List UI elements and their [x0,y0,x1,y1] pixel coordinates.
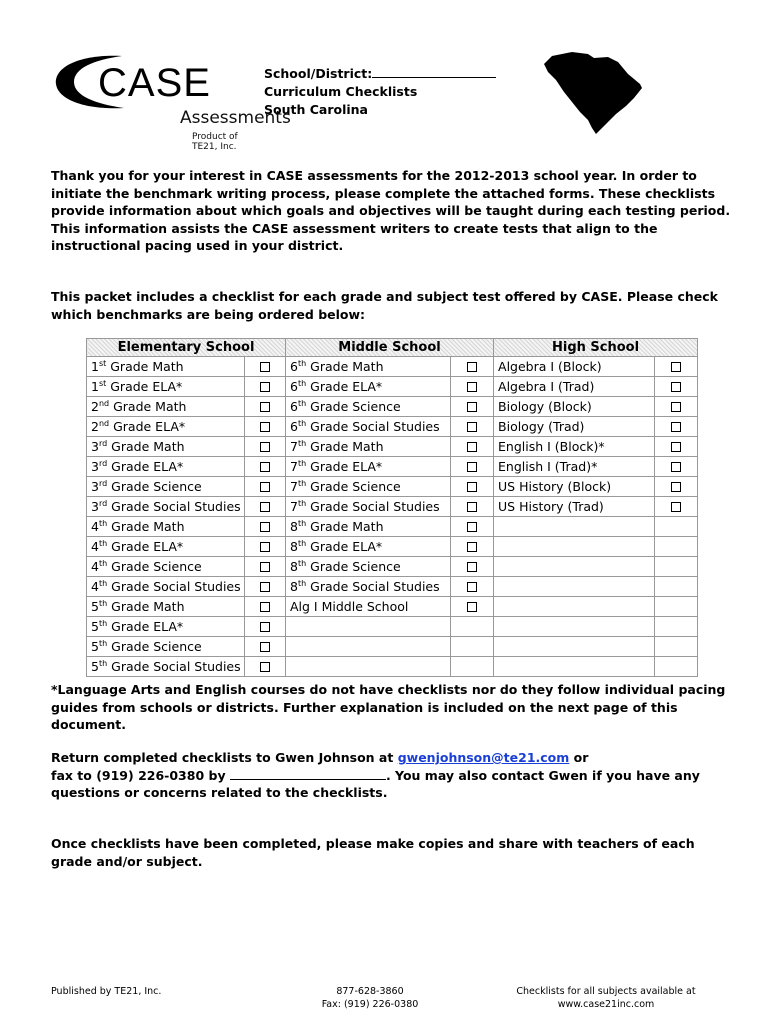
high-course-cell [494,457,655,477]
course-label: Grade Math [107,598,185,614]
course-label: Grade Social Studies [306,418,440,434]
grade-number: 7 [290,478,298,494]
grade-number: 5 [91,638,99,654]
middle-course-cell [286,597,451,617]
high-course-cell [494,537,655,557]
course-label: US History (Block) [498,478,612,494]
table-row [87,617,698,637]
email-link[interactable]: gwenjohnson@te21.com [397,750,570,765]
grade-number: 6 [290,398,298,414]
middle-course-cell [286,517,451,537]
return-instructions [51,749,731,802]
course-label: Grade Social Studies [306,578,440,594]
course-label: Grade Science [306,558,401,574]
grade-number: 5 [91,618,99,634]
middle-checkbox-cell [451,597,494,617]
high-course-cell [494,477,655,497]
grade-ordinal-suffix: th [297,558,307,568]
grade-number: 3 [91,498,99,514]
grade-ordinal-suffix: rd [98,458,108,468]
elementary-course-cell [87,617,245,637]
school-district-field[interactable] [264,65,496,83]
course-label: Grade Social Studies [306,498,440,514]
course-label: Grade Math [306,438,384,454]
footer-website-link[interactable]: www.case21inc.com [557,999,655,1010]
course-checkbox[interactable] [671,382,681,392]
high-course-cell [494,617,655,637]
course-checkbox[interactable] [260,522,270,532]
high-checkbox-cell [655,617,698,637]
course-checkbox[interactable] [260,362,270,372]
elementary-course-cell [87,457,245,477]
course-checkbox[interactable] [260,402,270,412]
course-checkbox[interactable] [260,642,270,652]
grade-number: 7 [290,458,298,474]
benchmark-checklist-table [86,338,698,677]
high-course-cell [494,517,655,537]
elementary-checkbox-cell [245,617,286,637]
middle-checkbox-cell [451,517,494,537]
course-checkbox[interactable] [260,662,270,672]
course-checkbox[interactable] [260,542,270,552]
course-checkbox[interactable] [260,382,270,392]
course-label: Grade Math [106,358,184,374]
table-row [87,497,698,517]
elementary-course-cell [87,637,245,657]
course-label: Grade ELA* [107,618,184,634]
high-checkbox-cell [655,637,698,657]
elementary-course-cell [87,357,245,377]
course-checkbox[interactable] [671,362,681,372]
grade-number: 1 [91,358,99,374]
middle-checkbox-cell [451,457,494,477]
table-row [87,637,698,657]
elementary-checkbox-cell [245,397,286,417]
high-checkbox-cell [655,477,698,497]
course-checkbox[interactable] [260,602,270,612]
course-checkbox[interactable] [467,522,477,532]
grade-ordinal-suffix: th [297,538,307,548]
grade-ordinal-suffix: rd [98,498,108,508]
course-label: Grade Science [107,638,202,654]
course-label: Grade Science [107,478,202,494]
course-checkbox[interactable] [467,582,477,592]
high-checkbox-cell [655,437,698,457]
high-course-cell [494,437,655,457]
middle-checkbox-cell [451,477,494,497]
grade-number: 4 [91,518,99,534]
grade-number: 8 [290,578,298,594]
return-text-2: or [569,750,589,765]
course-checkbox[interactable] [467,402,477,412]
logo-subtitle: Assessments [180,108,291,128]
course-checkbox[interactable] [260,442,270,452]
logo-product-line: Product of TE21, Inc. [192,132,238,152]
course-label: Grade ELA* [306,378,383,394]
elementary-course-cell [87,577,245,597]
course-label: Grade Math [306,358,384,374]
middle-course-cell [286,357,451,377]
course-checkbox[interactable] [467,482,477,492]
case-swoosh-icon [52,52,252,112]
footer-available-text: Checklists for all subjects available at [516,986,696,997]
elementary-checkbox-cell [245,477,286,497]
course-label: Grade ELA* [107,458,184,474]
grade-number: 1 [91,378,99,394]
elementary-course-cell [87,557,245,577]
course-label: Algebra I (Trad) [498,378,595,394]
footer-phone: 877-628-3860 [336,986,404,997]
course-label: English I (Trad)* [498,458,598,474]
course-label: Grade Science [306,478,401,494]
table-row [87,357,698,377]
elementary-checkbox-cell [245,517,286,537]
grade-ordinal-suffix: th [297,418,307,428]
high-course-cell [494,577,655,597]
high-checkbox-cell [655,657,698,677]
course-label: Grade Science [107,558,202,574]
table-row [87,597,698,617]
header-high-school: High School [494,339,698,357]
course-checkbox[interactable] [467,422,477,432]
course-label: Grade Social Studies [107,498,241,514]
return-text-1: Return completed checklists to Gwen Johnson at [51,750,398,765]
grade-number: 4 [91,578,99,594]
elementary-checkbox-cell [245,377,286,397]
course-label: Algebra I (Block) [498,358,602,374]
grade-ordinal-suffix: th [98,578,108,588]
middle-checkbox-cell [451,437,494,457]
grade-number: 3 [91,478,99,494]
high-course-cell [494,377,655,397]
return-text-4: . You may also contact Gwen if you have any questions or concerns related to the checklists. [51,767,700,800]
high-course-cell [494,417,655,437]
course-checkbox[interactable] [260,582,270,592]
middle-course-cell [286,397,451,417]
grade-ordinal-suffix: th [297,358,307,368]
course-label: Alg I Middle School [290,598,409,614]
middle-checkbox-cell [451,577,494,597]
high-checkbox-cell [655,397,698,417]
course-label: Grade ELA* [106,378,183,394]
grade-number: 3 [91,458,99,474]
school-district-label: School/District: [264,66,373,81]
high-checkbox-cell [655,597,698,617]
elementary-course-cell [87,377,245,397]
middle-course-cell [286,557,451,577]
grade-ordinal-suffix: th [297,518,307,528]
high-course-cell [494,557,655,577]
course-checkbox[interactable] [260,622,270,632]
middle-course-cell [286,497,451,517]
grade-number: 6 [290,378,298,394]
middle-course-cell [286,417,451,437]
elementary-checkbox-cell [245,417,286,437]
course-checkbox[interactable] [260,462,270,472]
course-label: Biology (Block) [498,398,592,414]
middle-checkbox-cell [451,637,494,657]
high-checkbox-cell [655,557,698,577]
course-checkbox[interactable] [671,422,681,432]
middle-course-cell [286,657,451,677]
course-checkbox[interactable] [671,482,681,492]
elementary-checkbox-cell [245,657,286,677]
grade-number: 2 [91,418,99,434]
elementary-checkbox-cell [245,537,286,557]
school-district-blank[interactable] [372,65,496,78]
grade-ordinal-suffix: th [98,518,108,528]
high-course-cell [494,397,655,417]
course-checkbox[interactable] [467,542,477,552]
table-row [87,517,698,537]
table-row [87,437,698,457]
middle-course-cell [286,457,451,477]
grade-ordinal-suffix: nd [98,418,110,428]
grade-number: 8 [290,518,298,534]
course-checkbox[interactable] [671,402,681,412]
grade-number: 6 [290,358,298,374]
grade-number: 7 [290,498,298,514]
logo-wordmark: CASE [98,61,211,105]
course-checkbox[interactable] [467,502,477,512]
course-label: Grade ELA* [306,458,383,474]
grade-ordinal-suffix: th [297,398,307,408]
elementary-checkbox-cell [245,557,286,577]
middle-checkbox-cell [451,617,494,637]
high-checkbox-cell [655,537,698,557]
middle-checkbox-cell [451,497,494,517]
course-label: Grade Social Studies [107,578,241,594]
state-name: South Carolina [264,102,368,117]
intro-paragraph: Thank you for your interest in CASE assessments for the 2012-2013 school year. In order to initiate the benchmark writing process, please complete the attached forms. These checklists provide information about which goals and objectives will be taught during each testing period. This information assists the CASE assessment writers to create tests that align to the instructional pacing used in your district. [51,168,731,253]
table-row [87,417,698,437]
document-header [264,65,496,119]
course-checkbox[interactable] [260,502,270,512]
middle-checkbox-cell [451,557,494,577]
grade-ordinal-suffix: rd [98,438,108,448]
high-checkbox-cell [655,417,698,437]
grade-ordinal-suffix: th [297,498,307,508]
course-label: Grade ELA* [109,418,186,434]
footer-fax: Fax: (919) 226-0380 [321,999,419,1010]
course-checkbox[interactable] [260,422,270,432]
packet-paragraph: This packet includes a checklist for each grade and subject test offered by CASE. Please check which benchmarks are being ordered below: [51,289,718,322]
elementary-course-cell [87,477,245,497]
middle-checkbox-cell [451,417,494,437]
course-label: Grade Math [107,518,185,534]
high-checkbox-cell [655,577,698,597]
elementary-course-cell [87,537,245,557]
course-checkbox[interactable] [467,382,477,392]
table-row [87,477,698,497]
elementary-course-cell [87,597,245,617]
table-row [87,397,698,417]
elementary-course-cell [87,417,245,437]
table-row [87,577,698,597]
table-row [87,557,698,577]
elementary-checkbox-cell [245,577,286,597]
middle-checkbox-cell [451,537,494,557]
table-row [87,457,698,477]
middle-checkbox-cell [451,397,494,417]
header-middle-school: Middle School [286,339,494,357]
grade-ordinal-suffix: st [98,378,107,388]
table-row [87,657,698,677]
middle-checkbox-cell [451,657,494,677]
header-elementary-school: Elementary School [87,339,286,357]
course-label: Grade Social Studies [107,658,241,674]
grade-number: 6 [290,418,298,434]
middle-course-cell [286,617,451,637]
grade-number: 8 [290,538,298,554]
grade-ordinal-suffix: th [297,578,307,588]
course-label: Grade Math [306,518,384,534]
grade-ordinal-suffix: th [98,618,108,628]
document-title: Curriculum Checklists [264,84,418,99]
grade-ordinal-suffix: th [98,638,108,648]
middle-course-cell [286,437,451,457]
grade-number: 8 [290,558,298,574]
footer-publisher: Published by TE21, Inc. [51,986,162,997]
middle-course-cell [286,577,451,597]
course-checkbox[interactable] [467,462,477,472]
elementary-checkbox-cell [245,637,286,657]
course-checkbox[interactable] [467,562,477,572]
elementary-course-cell [87,397,245,417]
grade-ordinal-suffix: th [297,438,307,448]
high-checkbox-cell [655,457,698,477]
copies-instructions: Once checklists have been completed, please make copies and share with teachers of each grade and/or subject. [51,836,695,869]
grade-number: 3 [91,438,99,454]
elementary-checkbox-cell [245,437,286,457]
case-logo [52,52,291,152]
high-course-cell [494,357,655,377]
course-label: Grade Math [109,398,187,414]
elementary-checkbox-cell [245,497,286,517]
grade-number: 7 [290,438,298,454]
south-carolina-map-icon [542,48,646,136]
course-checkbox[interactable] [467,602,477,612]
course-label: Grade Science [306,398,401,414]
elementary-course-cell [87,517,245,537]
return-text-3: fax to (919) 226-0380 by [51,767,230,783]
elementary-checkbox-cell [245,357,286,377]
grade-ordinal-suffix: th [297,458,307,468]
elementary-course-cell [87,437,245,457]
elementary-checkbox-cell [245,457,286,477]
high-checkbox-cell [655,377,698,397]
course-checkbox[interactable] [260,562,270,572]
course-checkbox[interactable] [671,502,681,512]
middle-course-cell [286,377,451,397]
table-row [87,377,698,397]
course-label: Grade Math [107,438,185,454]
grade-number: 2 [91,398,99,414]
middle-course-cell [286,537,451,557]
grade-number: 4 [91,558,99,574]
fax-date-blank[interactable] [230,767,386,780]
middle-checkbox-cell [451,357,494,377]
middle-checkbox-cell [451,377,494,397]
table-header-row [87,339,698,357]
course-checkbox[interactable] [260,482,270,492]
grade-ordinal-suffix: th [98,538,108,548]
high-checkbox-cell [655,497,698,517]
course-checkbox[interactable] [671,462,681,472]
table-row [87,537,698,557]
grade-ordinal-suffix: th [98,558,108,568]
high-checkbox-cell [655,517,698,537]
course-label: Grade ELA* [306,538,383,554]
high-course-cell [494,657,655,677]
grade-ordinal-suffix: th [297,478,307,488]
grade-ordinal-suffix: nd [98,398,110,408]
course-label: Biology (Trad) [498,418,585,434]
grade-number: 5 [91,598,99,614]
footer-availability [506,985,706,1011]
grade-number: 5 [91,658,99,674]
language-arts-note: *Language Arts and English courses do not have checklists nor do they follow individual pacing guides from schools or districts. Further explanation is included on the next page of this document. [51,682,726,732]
high-course-cell [494,497,655,517]
high-checkbox-cell [655,357,698,377]
elementary-course-cell [87,497,245,517]
grade-ordinal-suffix: th [297,378,307,388]
footer-contact [300,985,440,1011]
grade-ordinal-suffix: rd [98,478,108,488]
grade-ordinal-suffix: th [98,658,108,668]
course-checkbox[interactable] [467,442,477,452]
elementary-checkbox-cell [245,597,286,617]
middle-course-cell [286,477,451,497]
course-label: Grade ELA* [107,538,184,554]
course-checkbox[interactable] [467,362,477,372]
course-checkbox[interactable] [671,442,681,452]
grade-number: 4 [91,538,99,554]
high-course-cell [494,597,655,617]
course-label: US History (Trad) [498,498,604,514]
course-label: English I (Block)* [498,438,605,454]
grade-ordinal-suffix: th [98,598,108,608]
middle-course-cell [286,637,451,657]
elementary-course-cell [87,657,245,677]
high-course-cell [494,637,655,657]
grade-ordinal-suffix: st [98,358,107,368]
